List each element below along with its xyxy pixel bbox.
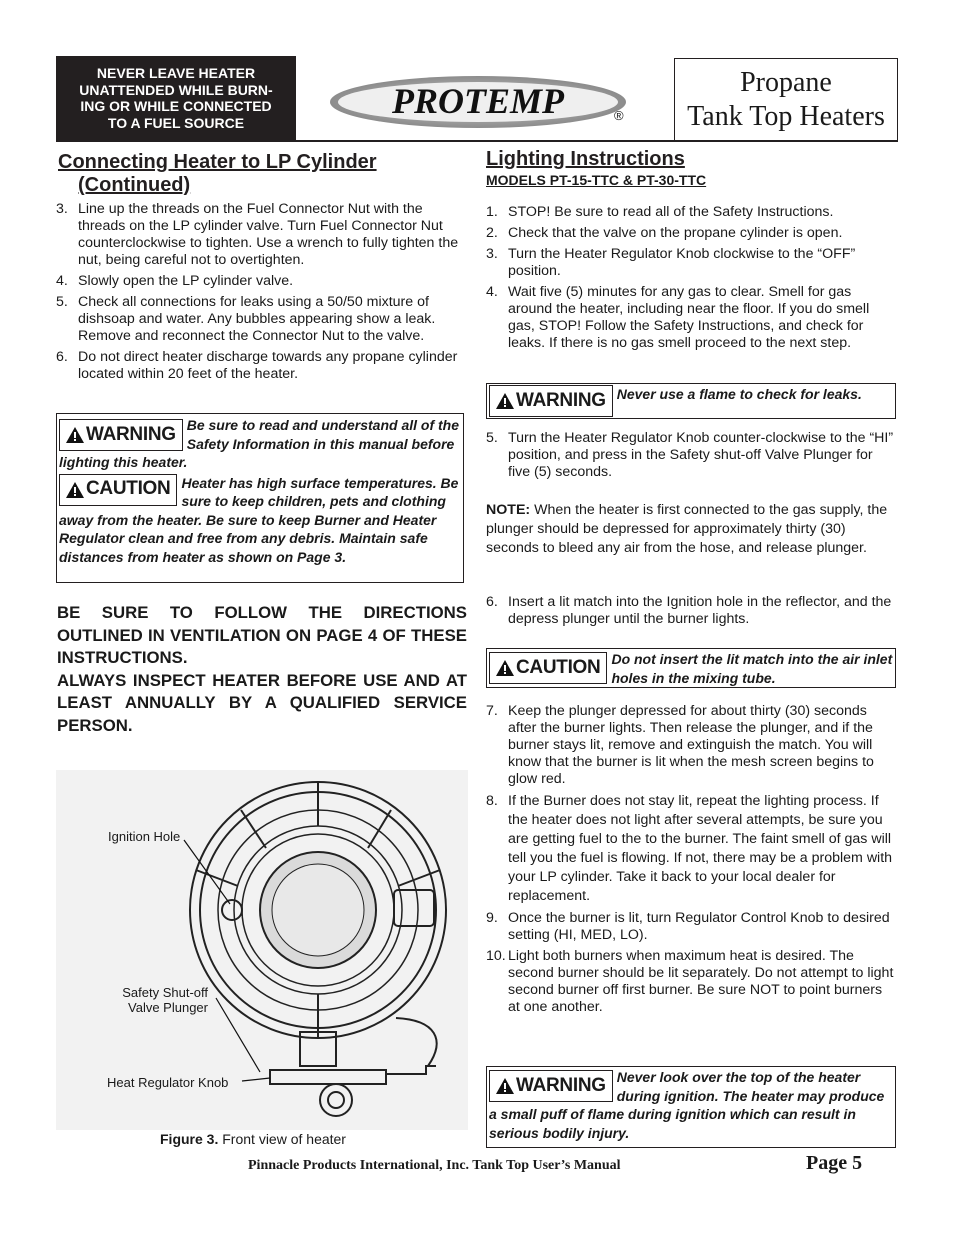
- registered-mark: ®: [614, 108, 624, 123]
- label-plunger: Safety Shut-off Valve Plunger: [122, 985, 208, 1015]
- warning-box-ignition: [486, 1066, 896, 1148]
- protemp-logo: [328, 72, 638, 132]
- list-item: 1. STOP! Be sure to read all of the Safety Instructions.: [486, 204, 834, 220]
- page-number: Page 5: [806, 1152, 863, 1174]
- notice-banner: [56, 56, 296, 140]
- footer-text: Pinnacle Products International, Inc. Tank Top User’s Manual: [248, 1158, 621, 1173]
- caution-badge: CAUTION: [489, 652, 607, 684]
- lighting-step-6: [486, 594, 896, 632]
- caution-icon: [496, 660, 514, 676]
- caution-text: Do not insert the lit match into the air inlet holes in the mixing tube.: [611, 651, 893, 686]
- warning-text: Never use a flame to check for leaks.: [616, 386, 862, 402]
- lighting-step-5: [486, 430, 896, 485]
- warning-icon: [496, 1078, 514, 1094]
- list-item: 4. Slowly open the LP cylinder valve.: [56, 273, 294, 289]
- heading-line-1: Connecting Heater to LP Cylinder: [58, 151, 377, 173]
- warning-caution-box: [56, 413, 464, 583]
- caution-icon: [66, 482, 84, 498]
- caution-badge: CAUTION: [59, 474, 177, 506]
- connect-steps: [56, 201, 468, 383]
- list-item: 8. If the Burner does not stay lit, repeat the lighting process. If the heater does not light after several attempts, be sure you are getting fuel to the to the burner. The faint smell of gas will tell you the fuel is flowing. If not, there may be a problem with your LP cylinder. Take it back to your local dealer for replacement.: [486, 793, 893, 904]
- warning-badge: WARNING: [489, 1070, 613, 1102]
- models-subheading: MODELS PT-15-TTC & PT-30-TTC: [486, 172, 707, 188]
- brand-wordmark: PROTEMP: [391, 81, 565, 121]
- list-item: 10. Light both burners when maximum heat is desired. The second burner should be lit separately. Do not attempt to light second burner off first burner. Be sure NOT to point burners at one another.: [486, 948, 894, 1015]
- title-line-1: Propane: [740, 67, 832, 98]
- warning-badge: WARNING: [59, 419, 183, 451]
- notice-line: NEVER LEAVE HEATER: [96, 65, 256, 81]
- warning-text: Be sure to read and understand all of the Safety Information in this manual before lighting this heater.: [59, 417, 460, 470]
- list-item: 5. Check all connections for leaks using a 50/50 mixture of dishsoap and water. Any bubbles appearing show a leak. Remove and reconnect the Connector Nut to the valve.: [56, 294, 436, 344]
- caution-text: Heater has high surface temperatures. Be sure to keep children, pets and clothing away from the heater. Be sure to keep Burner and Heater Regulator clean and free from any debris. Maintain safe distances from heater as shown on Page 3.: [59, 474, 459, 565]
- label-ignition-hole: Ignition Hole: [108, 829, 181, 844]
- warning-icon: [496, 393, 514, 409]
- directions-1: BE SURE TO FOLLOW THE DIRECTIONS OUTLINED IN VENTILATION ON PAGE 4 OF THESE INSTRUCTIONS.: [57, 603, 467, 667]
- list-item: 6. Insert a lit match into the Ignition hole in the reflector, and the depress plunger until the burner lights.: [486, 594, 892, 627]
- warning-icon: [66, 427, 84, 443]
- list-item: 4. Wait five (5) minutes for any gas to clear. Smell for gas around the heater, including near the floor. If you do smell gas, STOP! Follow the Safety Instructions, and check for leaks. If there is no gas smell proceed to the next step.: [486, 284, 870, 351]
- directions-2: ALWAYS INSPECT HEATER BEFORE USE AND AT LEAST ANNUALLY BY A QUALIFIED SERVICE PERSON.: [57, 670, 467, 735]
- left-column: [58, 151, 468, 387]
- list-item: 5. Turn the Heater Regulator Knob counter-clockwise to the “HI” position, and press in the Safety shut-off Valve Plunger for five (5) seconds.: [486, 430, 894, 480]
- warning-text: Never look over the top of the heater during ignition. The heater may produce a small puff of flame during ignition which can result in serious bodily injury.: [489, 1069, 885, 1141]
- lighting-steps-a: [486, 204, 896, 352]
- notice-line: TO A FUEL SOURCE: [107, 114, 245, 131]
- header-divider: [56, 140, 898, 142]
- warning-badge: WARNING: [489, 385, 613, 417]
- list-item: 3. Turn the Heater Regulator Knob clockwise to the “OFF” position.: [486, 246, 856, 279]
- list-item: 6. Do not direct heater discharge towards any propane cylinder located within 20 feet of the heater.: [56, 349, 458, 382]
- document-title: [674, 58, 898, 142]
- lighting-heading: Lighting Instructions: [486, 148, 685, 170]
- title-line-2: Tank Top Heaters: [687, 101, 885, 132]
- list-item: 9. Once the burner is lit, turn Regulator Control Knob to desired setting (HI, MED, LO).: [486, 910, 890, 943]
- list-item: 3. Line up the threads on the Fuel Connector Nut with the threads on the LP cylinder valve. Turn Fuel Connector Nut counterclockwise to tighten. Use a wrench to fully tighten the nut, being careful not to overtighten.: [56, 201, 459, 268]
- list-item: 7. Keep the plunger depressed for about thirty (30) seconds after the burner lights. Then release the plunger, and if the burner stays lit, remove and extinguish the match. You will know that the burner is lit when the mesh screen begins to glow red.: [486, 703, 874, 787]
- section-heading: [58, 151, 468, 197]
- list-item: 2. Check that the valve on the propane cylinder is open.: [486, 225, 843, 241]
- right-column: [486, 148, 896, 356]
- directions-block: [57, 602, 467, 737]
- warning-box-leaks: [486, 383, 896, 419]
- label-regulator-knob: Heat Regulator Knob: [107, 1075, 229, 1090]
- heading-line-2: (Continued): [78, 174, 191, 196]
- notice-line: ING OR WHILE CONNECTED: [80, 98, 272, 114]
- heater-figure: [56, 770, 468, 1130]
- caution-box-match: [486, 648, 896, 688]
- lighting-steps-b: [486, 703, 896, 1020]
- note-paragraph: NOTE: When the heater is first connected to the gas supply, the plunger should be depressed for approximately thirty (30) seconds to bleed any air from the hose, and release plunger.: [486, 502, 888, 556]
- figure-caption: Figure 3. Front view of heater: [160, 1131, 346, 1147]
- notice-line: UNATTENDED WHILE BURN-: [79, 81, 273, 98]
